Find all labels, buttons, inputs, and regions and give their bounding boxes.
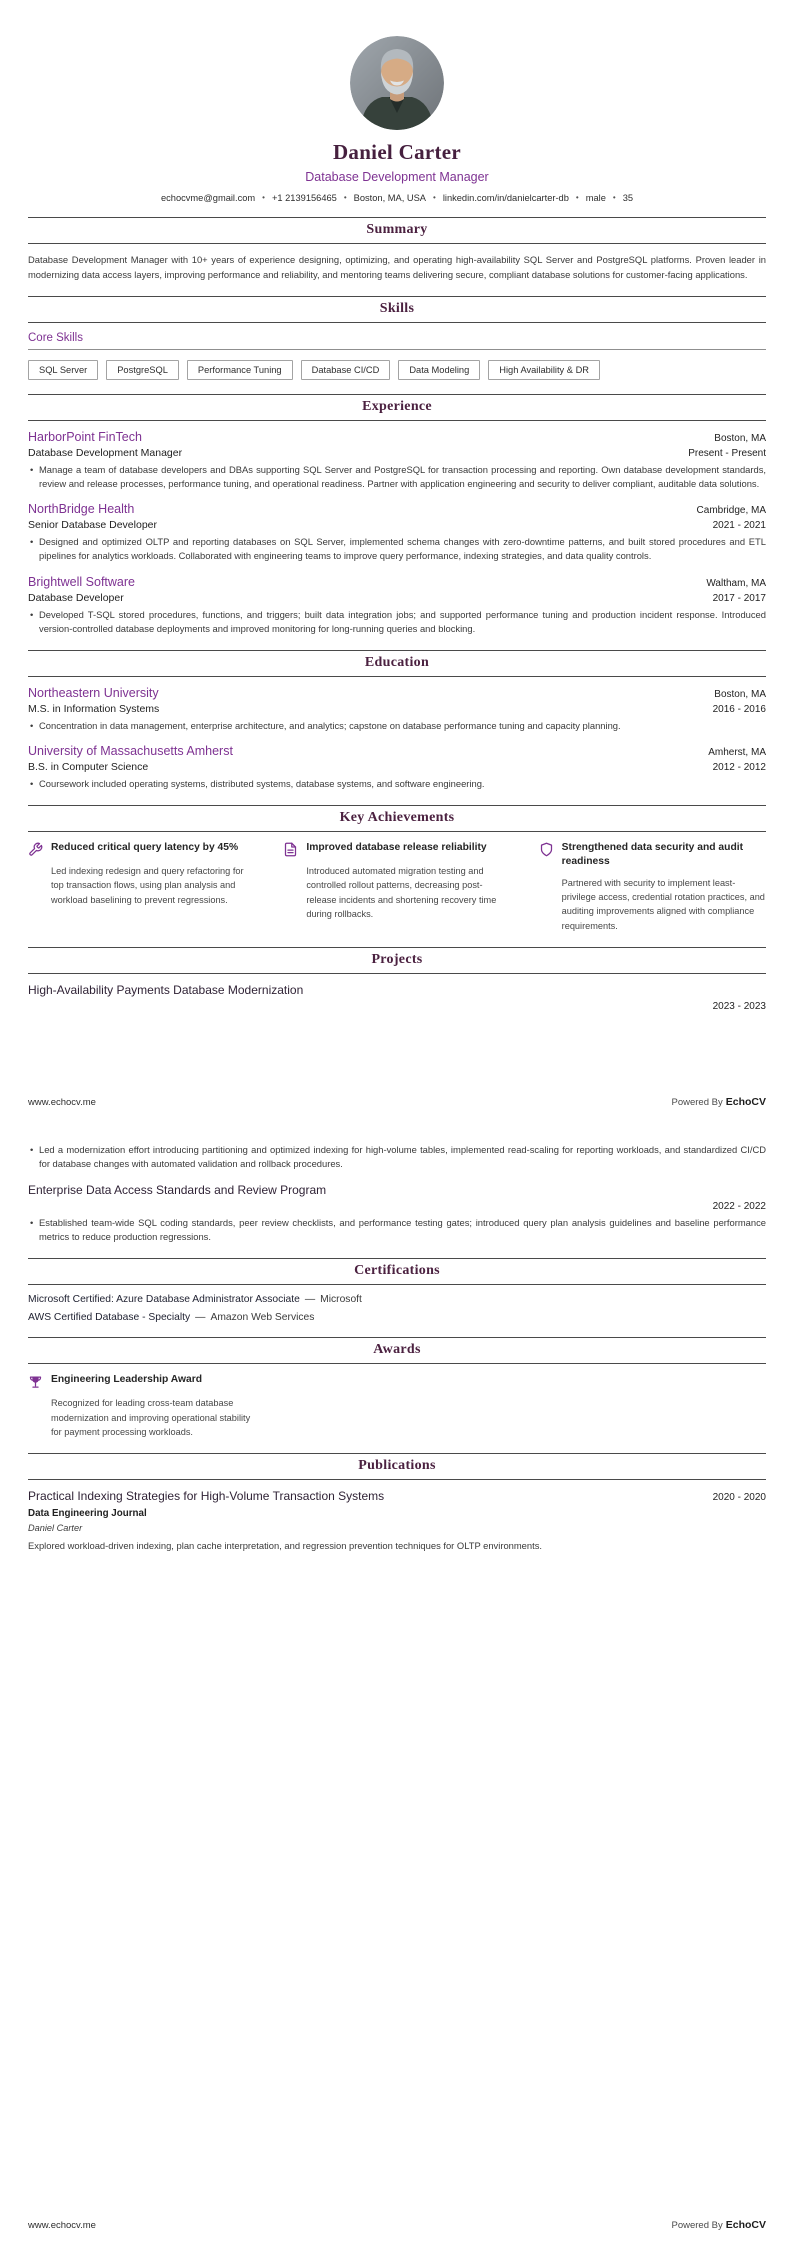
footer-powered [672,2219,767,2231]
skill-chip: SQL Server [28,360,98,380]
awards-heading: Awards [373,1342,421,1358]
achievements-heading-band [28,805,766,832]
header [28,36,766,203]
location-text: Boston, MA, USA [353,193,426,203]
certification-separator: — [304,1294,316,1306]
phone-text: +1 2139156465 [271,193,337,203]
experience-entry [28,502,766,563]
page-2 [0,1123,794,2246]
project-bullet: • Led a modernization effort introducing partitioning and optimized indexing for high-volume tables, implemented read-scaling for reporting workloads, and standardized CI/CD for database changes with automated validation and rollback procedures. [28,1143,766,1171]
skill-group-title: Core Skills [28,332,766,350]
certification-separator: — [195,1312,206,1324]
education-bullet: • Concentration in data management, enterprise architecture, and analytics; capstone on database performance tuning and capacity planning. [28,719,766,733]
education-heading-band [28,650,766,677]
degree-title: M.S. in Information Systems [28,702,160,715]
skills-heading-band [28,296,766,323]
experience-bullets [28,608,766,636]
wrench-icon [28,842,43,857]
projects-heading-band [28,947,766,974]
publication-title: Practical Indexing Strategies for High-Volume Transaction Systems [28,1489,385,1504]
project-bullets [28,1216,766,1244]
experience-bullet: • Developed T-SQL stored procedures, functions, and triggers; built data integration jobs; and supported performance tuning and production incident response. Introduced version-controlled database deployments and improved monitoring for long-running queries and blocking. [28,608,766,636]
contact-row [28,193,766,203]
achievement-item [539,841,766,933]
skill-chip: Database CI/CD [301,360,391,380]
company-name: NorthBridge Health [28,502,135,517]
section-skills [28,296,766,380]
portrait-illustration [350,36,444,130]
education-bullet: • Coursework included operating systems, distributed systems, database systems, and software engineering. [28,777,766,791]
experience-bullet: • Manage a team of database developers and DBAs supporting SQL Server and PostgreSQL for transaction processing and reporting. Own database development standards, review and release processes, performance tuning, and operational readiness. Partner with application engineering and security to deliver compliant, auditable data solutions. [28,463,766,491]
school-name: University of Massachusetts Amherst [28,743,233,758]
education-heading: Education [364,654,430,670]
company-location: Boston, MA [714,433,766,445]
experience-entry [28,430,766,491]
achievement-text: Led indexing redesign and query refactoring for top transaction flows, using plan analysis and workload baselining to prevent regressions. [51,866,244,905]
company-name: Brightwell Software [28,574,135,589]
gender-text: male [585,193,606,203]
project-title: Enterprise Data Access Standards and Review Program [28,1183,327,1198]
experience-entry [28,575,766,636]
skill-chip: High Availability & DR [488,360,600,380]
achievements-grid [28,841,766,933]
achievement-title: Strengthened data security and audit readiness [561,842,744,867]
echocv-brand-link[interactable]: EchoCV [725,1096,766,1108]
certification-issuer: Microsoft [320,1294,362,1306]
project-title: High-Availability Payments Database Modernization [28,982,304,997]
company-name: HarborPoint FinTech [28,430,142,445]
achievement-title: Improved database release reliability [306,842,487,854]
award-title: Engineering Leadership Award [51,1374,203,1386]
degree-title: B.S. in Computer Science [28,760,149,773]
section-awards [28,1337,766,1439]
experience-bullets [28,535,766,563]
echocv-brand-link[interactable]: EchoCV [725,2219,766,2231]
summary-heading-band [28,217,766,244]
role-title: Database Development Manager [28,447,183,460]
education-entry [28,686,766,733]
candidate-name: Daniel Carter [332,140,462,164]
education-bullets [28,719,766,733]
age-text: 35 [622,193,634,203]
certifications-heading: Certifications [354,1263,440,1279]
award-text: Recognized for leading cross-team database modernization and improving operational stability for payment processing workloads. [51,1398,251,1437]
contact-separator: • [262,193,265,202]
section-summary [28,217,766,282]
education-entry [28,744,766,791]
contact-separator: • [575,193,579,202]
school-location: Amherst, MA [708,746,766,758]
publication-dates: 2020 - 2020 [712,1492,766,1504]
publications-heading-band [28,1453,766,1480]
document-icon [283,842,298,857]
publication-entry [28,1489,766,1553]
experience-bullet: • Designed and optimized OLTP and reporting databases on SQL Server, implemented schema changes with zero-downtime patterns, and built stored procedures and ETL pipelines for analytics workloads. Collaborated with engineering teams to improve query performance, indexing strategies, and data quality controls. [28,535,766,563]
certification-name: Microsoft Certified: Azure Database Administrator Associate [28,1294,300,1306]
contact-separator: • [433,193,436,202]
project-bullets [28,1143,766,1171]
footer-site-link[interactable]: www.echocv.me [28,1097,96,1108]
email-text[interactable]: echocvme@gmail.com [160,193,256,203]
summary-heading: Summary [366,222,428,237]
skill-chip: Performance Tuning [187,360,293,380]
summary-text: Database Development Manager with 10+ years of experience designing, optimizing, and operating high-availability SQL Server and PostgreSQL platforms. Proven leader in modernizing data access layers, improving performance and reliability, and mentoring teams delivering secure, compliant database solutions for customer-facing applications. [28,254,766,280]
powered-by-text: Powered By [671,1097,723,1108]
section-projects [28,947,766,1012]
trophy-icon [28,1374,43,1389]
section-education [28,650,766,791]
profile-photo [350,36,444,130]
projects-heading: Projects [371,951,423,967]
skill-chip: Data Modeling [398,360,480,380]
certification-issuer: Amazon Web Services [210,1312,315,1324]
skills-heading: Skills [379,301,415,317]
candidate-title: Database Development Manager [305,170,489,184]
certifications-heading-band [28,1258,766,1285]
page-footer [28,1096,766,1108]
project-entry [28,1183,766,1244]
achievement-item [28,841,255,933]
certification-item [28,1312,766,1323]
achievements-heading: Key Achievements [339,810,455,826]
project-entry [28,983,766,1012]
section-experience [28,394,766,636]
powered-by-text: Powered By [671,2220,723,2231]
degree-dates: 2012 - 2012 [712,761,766,773]
page-footer [28,2219,766,2231]
experience-heading-band [28,394,766,421]
publications-heading: Publications [358,1458,436,1474]
footer-site-link[interactable]: www.echocv.me [28,2220,96,2231]
section-key-achievements [28,805,766,933]
footer-powered [672,1096,767,1108]
publication-authors: Daniel Carter [28,1523,83,1534]
skill-chip-list [28,360,766,380]
role-dates: 2021 - 2021 [712,520,766,532]
role-dates: 2017 - 2017 [712,592,766,604]
experience-heading: Experience [362,399,432,415]
certification-name: AWS Certified Database - Specialty [28,1312,191,1324]
contact-separator: • [343,193,347,202]
shield-icon [539,842,554,857]
role-dates: Present - Present [688,448,766,460]
publication-text: Explored workload-driven indexing, plan cache interpretation, and regression prevention techniques for OLTP environments. [28,1540,543,1552]
project-dates: 2022 - 2022 [712,1201,766,1213]
achievement-title: Reduced critical query latency by 45% [51,842,239,854]
achievement-text: Partnered with security to implement least-privilege access, credential rotation practices, and auditing improvements aligned with compliance requirements. [561,877,765,931]
role-title: Database Developer [28,591,124,604]
company-location: Waltham, MA [706,577,766,589]
linkedin-text[interactable]: linkedin.com/in/danielcarter-db [442,193,569,203]
achievement-text: Introduced automated migration testing and controlled rollout patterns, decreasing post-release incidents and shortening recovery time during rollbacks. [306,866,497,919]
project-bullet: • Established team-wide SQL coding standards, peer review checklists, and performance testing gates; introduced query plan analysis guidelines and baseline performance metrics to reduce production regressions. [28,1216,766,1244]
contact-separator: • [612,193,616,202]
publication-journal: Data Engineering Journal [28,1508,147,1520]
awards-grid [28,1373,766,1439]
awards-heading-band [28,1337,766,1364]
achievement-item [283,841,510,933]
company-location: Cambridge, MA [696,505,766,517]
section-publications [28,1453,766,1553]
award-item [28,1373,255,1439]
school-name: Northeastern University [28,685,159,700]
education-bullets [28,777,766,791]
experience-bullets [28,463,766,491]
certification-item [28,1294,766,1305]
degree-dates: 2016 - 2016 [712,703,766,715]
skill-chip: PostgreSQL [106,360,179,380]
role-title: Senior Database Developer [28,519,157,532]
section-certifications [28,1258,766,1323]
school-location: Boston, MA [714,688,766,700]
project-dates: 2023 - 2023 [712,1000,766,1012]
